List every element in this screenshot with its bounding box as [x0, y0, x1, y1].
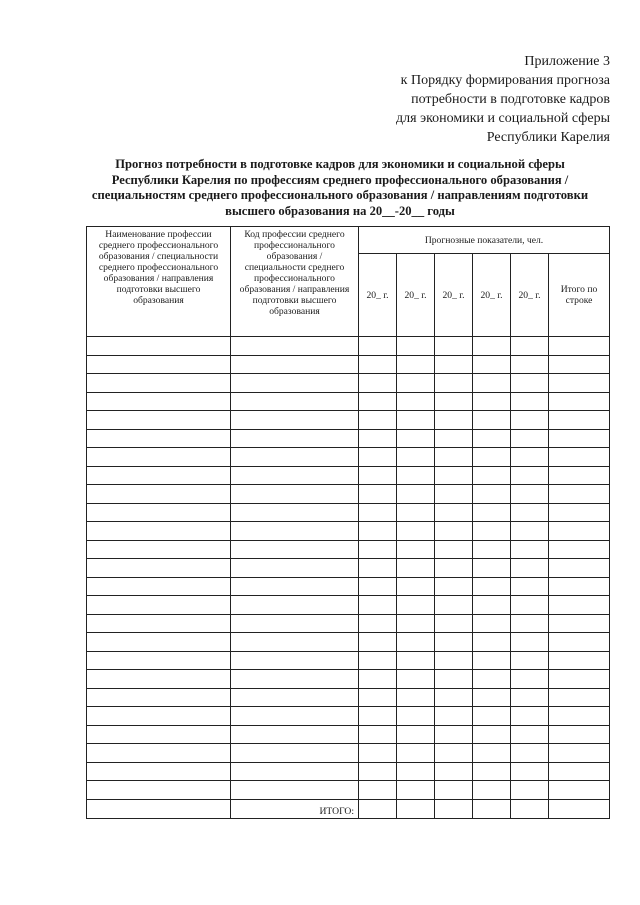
table-cell[interactable]: [397, 559, 435, 578]
table-cell[interactable]: [435, 355, 473, 374]
table-cell[interactable]: [435, 337, 473, 356]
table-cell[interactable]: [231, 725, 359, 744]
table-cell[interactable]: [435, 466, 473, 485]
table-cell[interactable]: [359, 577, 397, 596]
table-cell[interactable]: [87, 448, 231, 467]
table-cell[interactable]: [87, 781, 231, 800]
table-cell[interactable]: [435, 577, 473, 596]
table-cell[interactable]: [473, 411, 511, 430]
table-cell[interactable]: [231, 762, 359, 781]
table-row: [87, 522, 610, 541]
table-cell[interactable]: [231, 522, 359, 541]
table-row: [87, 466, 610, 485]
table-cell[interactable]: [397, 762, 435, 781]
table-cell[interactable]: [231, 596, 359, 615]
table-cell[interactable]: [473, 744, 511, 763]
table-cell[interactable]: [359, 633, 397, 652]
table-cell[interactable]: [359, 485, 397, 504]
table-cell[interactable]: [473, 688, 511, 707]
appendix-line: для экономики и социальной сферы: [396, 111, 610, 126]
table-cell[interactable]: [473, 355, 511, 374]
column-header-code: Код профессии среднего профессионального образования / специальности среднего профессионального образования / направления подготовки высшего образования: [231, 227, 359, 337]
table-cell[interactable]: [473, 540, 511, 559]
table-cell[interactable]: [549, 633, 610, 652]
table-cell[interactable]: [511, 374, 549, 393]
table-cell[interactable]: [359, 392, 397, 411]
table-cell[interactable]: [397, 725, 435, 744]
table-cell[interactable]: [549, 596, 610, 615]
title-line: Прогноз потребности в подготовке кадров для экономики и социальной сферы: [115, 157, 565, 171]
table-cell[interactable]: [473, 485, 511, 504]
table-cell[interactable]: [435, 392, 473, 411]
table-cell[interactable]: [231, 614, 359, 633]
table-cell[interactable]: [87, 540, 231, 559]
table-cell[interactable]: [549, 392, 610, 411]
table-cell[interactable]: [435, 688, 473, 707]
table-cell[interactable]: [87, 725, 231, 744]
table-cell[interactable]: [549, 522, 610, 541]
table-cell[interactable]: [549, 503, 610, 522]
table-cell[interactable]: [549, 762, 610, 781]
table-cell[interactable]: [397, 688, 435, 707]
table-cell[interactable]: [473, 707, 511, 726]
table-row: [87, 781, 610, 800]
table-cell[interactable]: [549, 707, 610, 726]
table-cell[interactable]: [87, 466, 231, 485]
table-row: [87, 633, 610, 652]
table-cell[interactable]: [549, 688, 610, 707]
table-cell[interactable]: [511, 448, 549, 467]
table-cell[interactable]: [511, 633, 549, 652]
appendix-number: Приложение 3: [524, 54, 610, 69]
table-cell[interactable]: [231, 707, 359, 726]
table-cell[interactable]: [435, 744, 473, 763]
table-row: [87, 355, 610, 374]
table-cell[interactable]: [473, 503, 511, 522]
table-cell[interactable]: [511, 337, 549, 356]
table-cell[interactable]: [87, 522, 231, 541]
table-cell[interactable]: [231, 374, 359, 393]
table-cell[interactable]: [87, 633, 231, 652]
table-cell[interactable]: [435, 651, 473, 670]
table-cell[interactable]: [231, 485, 359, 504]
table-cell[interactable]: [549, 429, 610, 448]
table-cell[interactable]: [511, 577, 549, 596]
table-cell[interactable]: [435, 762, 473, 781]
table-cell[interactable]: [549, 355, 610, 374]
table-cell[interactable]: [359, 762, 397, 781]
table-cell[interactable]: [473, 392, 511, 411]
table-cell[interactable]: [87, 744, 231, 763]
table-cell[interactable]: [549, 485, 610, 504]
table-cell[interactable]: [87, 411, 231, 430]
table-cell[interactable]: [87, 429, 231, 448]
table-cell[interactable]: [549, 670, 610, 689]
table-cell[interactable]: [473, 633, 511, 652]
table-cell[interactable]: [87, 670, 231, 689]
appendix-line: Республики Карелия: [486, 130, 610, 145]
column-header-year: 20_ г.: [473, 254, 511, 337]
table-cell[interactable]: [359, 670, 397, 689]
table-cell[interactable]: [397, 466, 435, 485]
table-cell[interactable]: [549, 448, 610, 467]
table-cell[interactable]: [473, 670, 511, 689]
column-header-year: 20_ г.: [511, 254, 549, 337]
title-line: высшего образования на 20__-20__ годы: [225, 203, 455, 218]
table-cell[interactable]: [359, 503, 397, 522]
table-cell[interactable]: [511, 429, 549, 448]
total-cell[interactable]: [435, 799, 473, 819]
table-row: [87, 485, 610, 504]
table-cell[interactable]: [359, 448, 397, 467]
table-cell[interactable]: [511, 355, 549, 374]
table-cell[interactable]: [359, 707, 397, 726]
total-cell[interactable]: [359, 799, 397, 819]
table-cell[interactable]: [511, 411, 549, 430]
column-header-name: Наименование профессии среднего профессионального образования / специальности среднего профессионального образования / направления подготовки высшего образования: [87, 227, 231, 337]
table-cell[interactable]: [359, 411, 397, 430]
table-cell[interactable]: [231, 744, 359, 763]
table-row: [87, 411, 610, 430]
table-cell[interactable]: [359, 466, 397, 485]
table-cell[interactable]: [231, 781, 359, 800]
column-header-year: 20_ г.: [435, 254, 473, 337]
column-header-year: 20_ г.: [397, 254, 435, 337]
table-cell[interactable]: [397, 355, 435, 374]
table-cell[interactable]: [87, 651, 231, 670]
table-cell[interactable]: [359, 781, 397, 800]
table-cell[interactable]: [549, 337, 610, 356]
table-cell[interactable]: [397, 707, 435, 726]
table-cell[interactable]: [397, 411, 435, 430]
table-cell[interactable]: [473, 337, 511, 356]
table-cell[interactable]: [231, 577, 359, 596]
table-cell[interactable]: [359, 355, 397, 374]
table-cell[interactable]: [435, 725, 473, 744]
table-cell[interactable]: [359, 744, 397, 763]
table-cell[interactable]: [231, 503, 359, 522]
table-row: [87, 596, 610, 615]
table-cell[interactable]: [549, 725, 610, 744]
table-cell[interactable]: [231, 688, 359, 707]
table-cell[interactable]: [231, 355, 359, 374]
table-cell[interactable]: [231, 559, 359, 578]
table-cell[interactable]: [435, 374, 473, 393]
table-row: [87, 577, 610, 596]
table-cell[interactable]: [549, 374, 610, 393]
table-cell[interactable]: [473, 762, 511, 781]
table-cell[interactable]: [397, 540, 435, 559]
table-cell[interactable]: [511, 744, 549, 763]
table-cell[interactable]: [549, 651, 610, 670]
table-cell[interactable]: [231, 540, 359, 559]
table-cell[interactable]: [87, 374, 231, 393]
table-cell[interactable]: [511, 392, 549, 411]
appendix-block: [396, 52, 610, 147]
table-cell[interactable]: [473, 781, 511, 800]
table-cell[interactable]: [511, 540, 549, 559]
table-row: [87, 688, 610, 707]
table-row: [87, 744, 610, 763]
table-cell[interactable]: [435, 614, 473, 633]
table-row: [87, 392, 610, 411]
table-cell[interactable]: [231, 429, 359, 448]
table-cell[interactable]: [87, 485, 231, 504]
table-cell[interactable]: [435, 448, 473, 467]
table-row: [87, 559, 610, 578]
table-cell[interactable]: [511, 503, 549, 522]
table-cell[interactable]: [359, 429, 397, 448]
table-cell[interactable]: [473, 466, 511, 485]
table-cell[interactable]: [359, 374, 397, 393]
table-cell[interactable]: [397, 429, 435, 448]
table-cell[interactable]: [231, 466, 359, 485]
table-cell[interactable]: [435, 485, 473, 504]
table-cell[interactable]: [397, 670, 435, 689]
table-cell[interactable]: [359, 540, 397, 559]
header-row: [87, 227, 610, 254]
table-cell[interactable]: [359, 725, 397, 744]
table-cell[interactable]: [397, 614, 435, 633]
table-cell[interactable]: [473, 448, 511, 467]
table-cell[interactable]: [87, 503, 231, 522]
table-cell[interactable]: [87, 392, 231, 411]
table-cell[interactable]: [473, 651, 511, 670]
total-row: [87, 799, 610, 819]
table-cell[interactable]: [549, 466, 610, 485]
title-line: Республики Карелия по профессиям среднего профессионального образования /: [111, 172, 569, 187]
table-cell[interactable]: [231, 411, 359, 430]
table-cell[interactable]: [473, 559, 511, 578]
table-cell[interactable]: [359, 651, 397, 670]
table-cell[interactable]: [511, 522, 549, 541]
table-cell[interactable]: [397, 744, 435, 763]
table-row: [87, 762, 610, 781]
table-cell[interactable]: [87, 577, 231, 596]
table-cell[interactable]: [473, 577, 511, 596]
total-label: ИТОГО:: [231, 799, 359, 819]
table-cell[interactable]: [435, 633, 473, 652]
table-cell[interactable]: [397, 781, 435, 800]
table-cell[interactable]: [231, 651, 359, 670]
title-line: специальностям среднего профессионального образования / направлениям подготовки: [91, 188, 589, 202]
table-cell[interactable]: [397, 577, 435, 596]
table-cell[interactable]: [435, 522, 473, 541]
table-cell[interactable]: [359, 337, 397, 356]
table-cell[interactable]: [511, 559, 549, 578]
column-header-row-total: Итого по строке: [549, 254, 610, 337]
table-cell[interactable]: [231, 633, 359, 652]
table-cell[interactable]: [473, 614, 511, 633]
table-cell[interactable]: [473, 522, 511, 541]
table-row: [87, 448, 610, 467]
table-cell[interactable]: [231, 670, 359, 689]
appendix-line: к Порядку формирования прогноза: [400, 73, 610, 88]
table-cell[interactable]: [435, 503, 473, 522]
table-cell[interactable]: [87, 762, 231, 781]
table-cell[interactable]: [231, 448, 359, 467]
total-cell[interactable]: [549, 799, 610, 819]
table-cell[interactable]: [435, 559, 473, 578]
table-cell[interactable]: [549, 781, 610, 800]
total-cell[interactable]: [87, 799, 231, 819]
table-cell[interactable]: [511, 781, 549, 800]
table-cell[interactable]: [511, 651, 549, 670]
table-cell[interactable]: [359, 596, 397, 615]
table-cell[interactable]: [397, 337, 435, 356]
table-cell[interactable]: [511, 614, 549, 633]
table-cell[interactable]: [435, 429, 473, 448]
table-row: [87, 503, 610, 522]
table-row: [87, 374, 610, 393]
table-cell[interactable]: [359, 614, 397, 633]
table-cell[interactable]: [435, 707, 473, 726]
forecast-table: [86, 226, 610, 819]
table-cell[interactable]: [549, 411, 610, 430]
table-cell[interactable]: [397, 448, 435, 467]
table-cell[interactable]: [511, 762, 549, 781]
table-cell[interactable]: [549, 744, 610, 763]
table-cell[interactable]: [87, 614, 231, 633]
table-cell[interactable]: [87, 707, 231, 726]
table-cell[interactable]: [435, 411, 473, 430]
table-cell[interactable]: [359, 688, 397, 707]
table-row: [87, 725, 610, 744]
table-cell[interactable]: [87, 559, 231, 578]
table-cell[interactable]: [511, 725, 549, 744]
table-cell[interactable]: [397, 485, 435, 504]
table-cell[interactable]: [473, 374, 511, 393]
table-row: [87, 429, 610, 448]
table-cell[interactable]: [397, 392, 435, 411]
table-cell[interactable]: [435, 540, 473, 559]
table-cell[interactable]: [397, 633, 435, 652]
table-cell[interactable]: [397, 522, 435, 541]
table-cell[interactable]: [549, 540, 610, 559]
total-cell[interactable]: [473, 799, 511, 819]
table-cell[interactable]: [549, 577, 610, 596]
table-cell[interactable]: [511, 485, 549, 504]
table-cell[interactable]: [473, 725, 511, 744]
table-cell[interactable]: [397, 374, 435, 393]
column-header-year: 20_ г.: [359, 254, 397, 337]
table-row: [87, 670, 610, 689]
table-cell[interactable]: [359, 559, 397, 578]
table-cell[interactable]: [87, 596, 231, 615]
table-cell[interactable]: [87, 337, 231, 356]
table-cell[interactable]: [397, 651, 435, 670]
table-cell[interactable]: [435, 596, 473, 615]
total-cell[interactable]: [397, 799, 435, 819]
table-cell[interactable]: [473, 596, 511, 615]
table-row: [87, 651, 610, 670]
table-row: [87, 707, 610, 726]
document-title: [80, 157, 600, 219]
table-cell[interactable]: [435, 670, 473, 689]
table-cell[interactable]: [397, 596, 435, 615]
table-cell[interactable]: [511, 688, 549, 707]
table-cell[interactable]: [87, 355, 231, 374]
table-row: [87, 337, 610, 356]
table-cell[interactable]: [511, 466, 549, 485]
table-cell[interactable]: [511, 670, 549, 689]
column-header-forecast: Прогнозные показатели, чел.: [359, 227, 610, 254]
appendix-line: потребности в подготовке кадров: [411, 92, 610, 107]
table-cell[interactable]: [549, 614, 610, 633]
table-cell[interactable]: [231, 337, 359, 356]
table-row: [87, 614, 610, 633]
table-cell[interactable]: [549, 559, 610, 578]
total-cell[interactable]: [511, 799, 549, 819]
table-cell[interactable]: [511, 707, 549, 726]
table-cell[interactable]: [511, 596, 549, 615]
table-cell[interactable]: [231, 392, 359, 411]
table-cell[interactable]: [397, 503, 435, 522]
table-cell[interactable]: [359, 522, 397, 541]
table-row: [87, 540, 610, 559]
table-cell[interactable]: [87, 688, 231, 707]
table-cell[interactable]: [473, 429, 511, 448]
table-cell[interactable]: [435, 781, 473, 800]
